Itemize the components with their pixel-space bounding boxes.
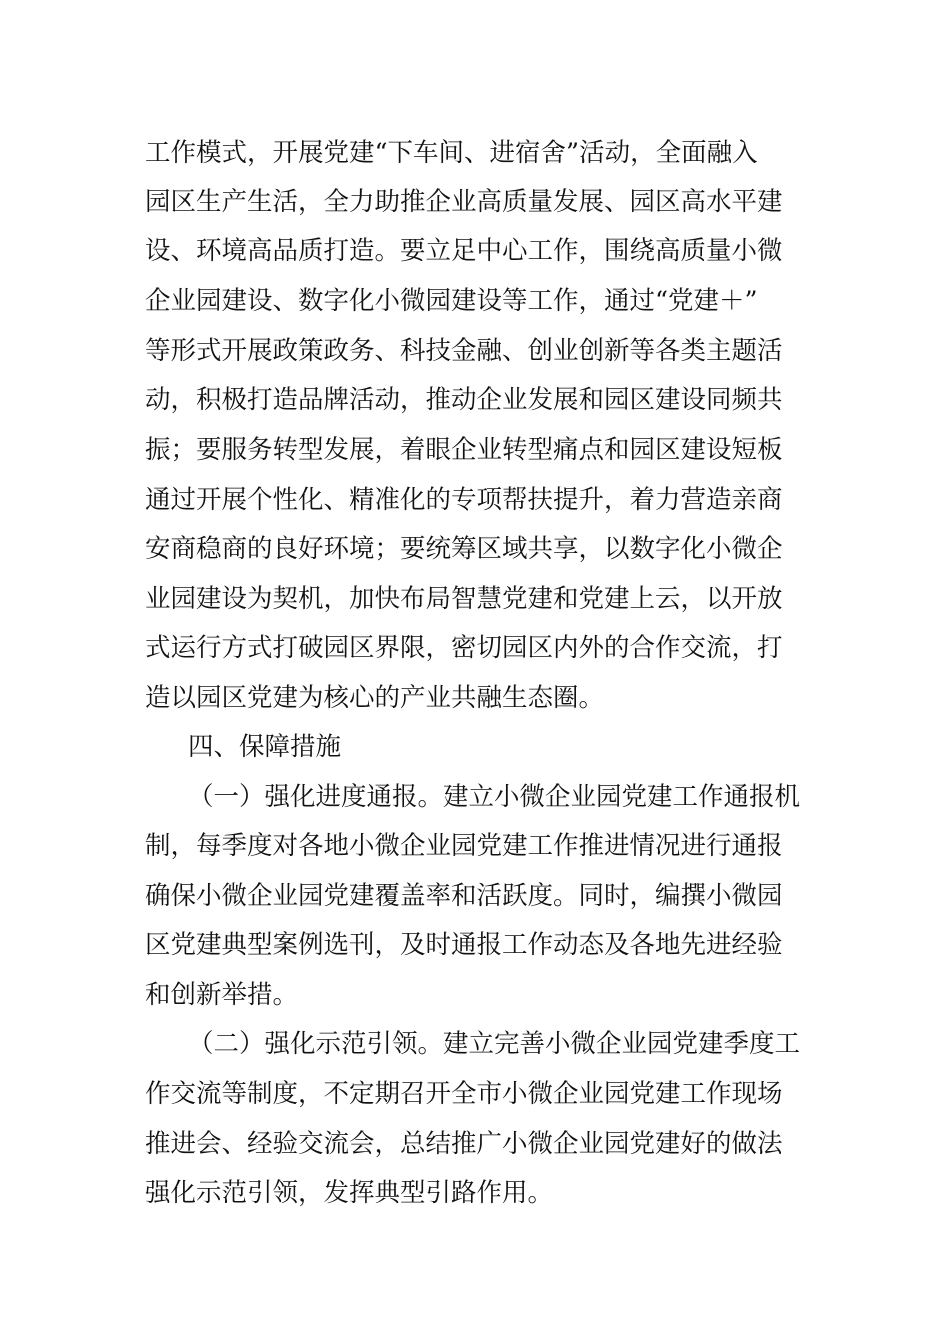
paragraph-line: 确保小微企业园党建覆盖率和活跃度。同时，编撰小微园 — [145, 881, 783, 911]
paragraph-line: 推进会、经验交流会，总结推广小微企业园党建好的做法 — [145, 1129, 783, 1159]
paragraph-line: 等形式开展政策政务、科技金融、创业创新等各类主题活 — [145, 336, 783, 366]
paragraph-line: 设、环境高品质打造。要立足中心工作，围绕高质量小微 — [145, 236, 783, 266]
paragraph-first-line: （二）强化示范引领。建立完善小微企业园党建季度工 — [188, 1029, 801, 1059]
paragraph-line: 动，积极打造品牌活动，推动企业发展和园区建设同频共 — [145, 385, 783, 415]
paragraph-line: 安商稳商的良好环境；要统筹区域共享，以数字化小微企 — [145, 534, 783, 564]
paragraph-first-line: （一）强化进度通报。建立小微企业园党建工作通报机 — [188, 782, 801, 812]
paragraph-line: 振；要服务转型发展，着眼企业转型痛点和园区建设短板 — [145, 435, 783, 465]
paragraph-line: 作交流等制度，不定期召开全市小微企业园党建工作现场 — [145, 1079, 783, 1109]
paragraph-line: 式运行方式打破园区界限，密切园区内外的合作交流，打 — [145, 633, 783, 663]
paragraph-line: 强化示范引领，发挥典型引路作用。 — [145, 1178, 554, 1208]
paragraph-line: 园区生产生活，全力助推企业高质量发展、园区高水平建 — [145, 187, 783, 217]
section-heading: 四、保障措施 — [188, 732, 342, 762]
paragraph-line: 通过开展个性化、精准化的专项帮扶提升，着力营造亲商 — [145, 485, 783, 515]
paragraph-line: 企业园建设、数字化小微园建设等工作，通过“党建＋” — [145, 286, 758, 316]
paragraph-line: 造以园区党建为核心的产业共融生态圈。 — [145, 683, 605, 713]
paragraph-line: 业园建设为契机，加快布局智慧党建和党建上云，以开放 — [145, 584, 783, 614]
paragraph-line: 区党建典型案例选刊，及时通报工作动态及各地先进经验 — [145, 930, 783, 960]
paragraph-line: 和创新举措。 — [145, 980, 299, 1010]
paragraph-line: 制，每季度对各地小微企业园党建工作推进情况进行通报 — [145, 831, 783, 861]
paragraph-line: 工作模式，开展党建“下车间、进宿舍”活动，全面融入 — [145, 138, 758, 168]
